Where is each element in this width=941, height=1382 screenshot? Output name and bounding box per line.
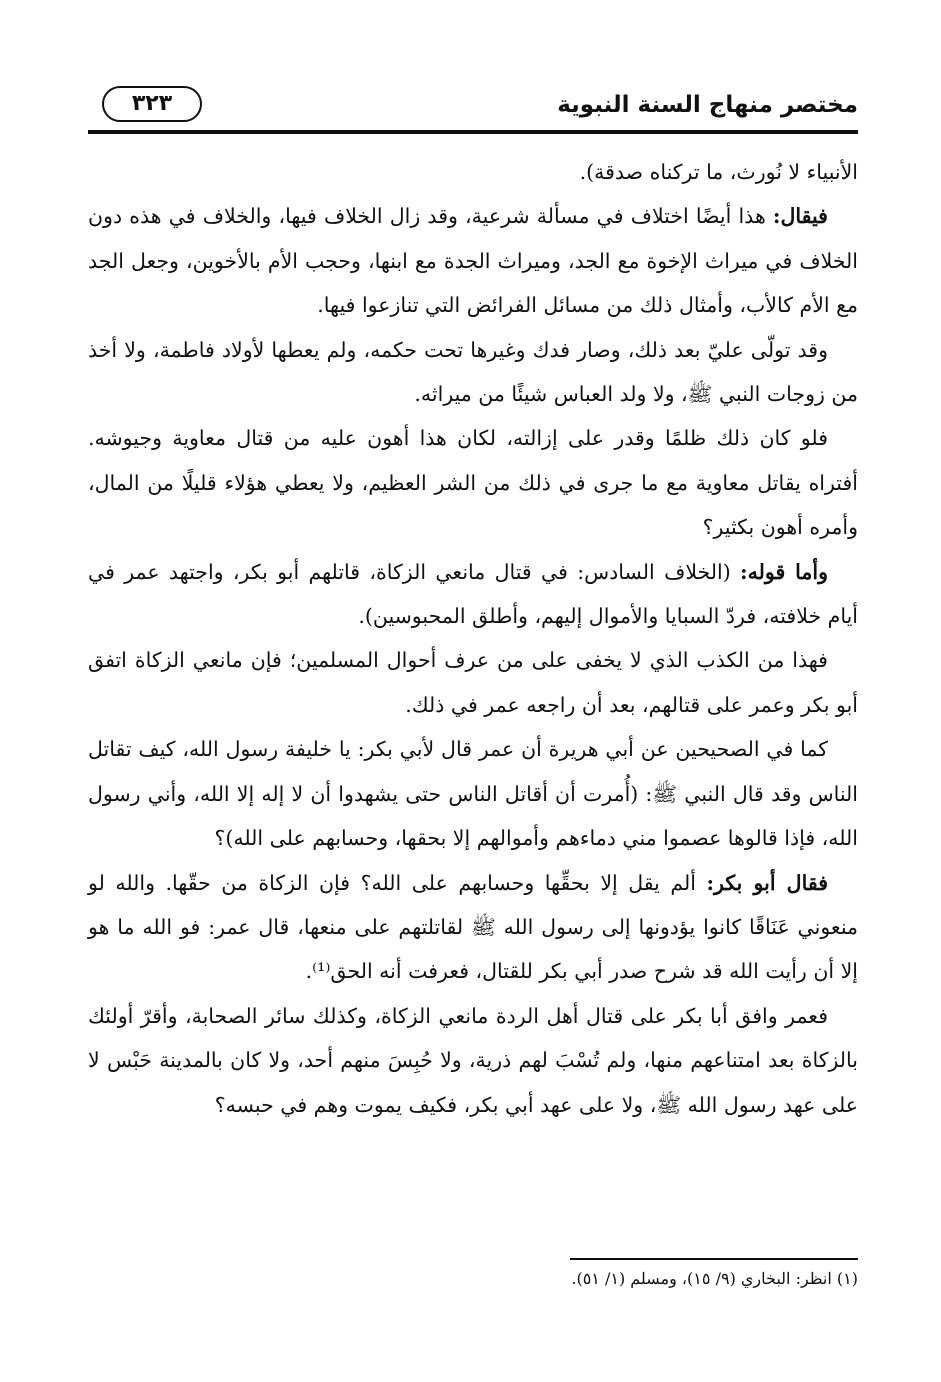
- paragraph-lead: فيقال:: [772, 204, 828, 229]
- footnote-rule: [570, 1258, 858, 1260]
- paragraph: [88, 194, 858, 327]
- footnote: (١) انظر: البخاري (٩/ ١٥)، ومسلم (١/ ٥١).: [571, 1269, 858, 1288]
- paragraph: [88, 638, 858, 727]
- paragraph-text: هذا أيضًا اختلاف في مسألة شرعية، وقد زال الخلاف فيها، والخلاف في هذه دون الخلاف في ميراث الإخوة مع الجد، وميراث الجدة مع ابنها، وحجب الأم بالأخوين، وجعل الجد مع الأم كالأب، وأمثال ذلك من مسائل الفرائض التي تنازعوا فيها.: [88, 204, 858, 318]
- paragraph-text: (الخلاف السادس: في قتال مانعي الزكاة، قاتلهم أبو بكر، واجتهد عمر في أيام خلافته، فردّ السبايا والأموال إليهم، وأطلق المحبوسين).: [88, 559, 858, 629]
- page-number-badge: ٣٢٣: [102, 86, 202, 122]
- page-header: [88, 82, 858, 132]
- paragraph-text: وقد تولّى عليّ بعد ذلك، وصار فدك وغيرها تحت حكمه، ولم يعطها لأولاد فاطمة، ولا أخذ من زوجات النبي ﷺ، ولا ولد العباس شيئًا من ميراثه.: [88, 337, 858, 407]
- running-title: مختصر منهاج السنة النبوية: [557, 92, 858, 118]
- paragraph: [88, 727, 858, 860]
- paragraph-text: كما في الصحيحين عن أبي هريرة أن عمر قال لأبي بكر: يا خليفة رسول الله، كيف تقاتل الناس وقد قال النبي ﷺ: (أُمرت أن أقاتل الناس حتى يشهدوا أن لا إله إلا الله، وأني رسول الله، فإذا قالوها عصموا مني دماءهم وأموالهم إلا بحقها، وحسابهم على الله)؟: [88, 737, 858, 851]
- paragraph-text: الأنبياء لا نُورث، ما تركناه صدقة).: [579, 160, 858, 184]
- paragraph-text: فهذا من الكذب الذي لا يخفى على من عرف أحوال المسلمين؛ فإن مانعي الزكاة اتفق أبو بكر وعمر على قتالهم، بعد أن راجعه عمر في ذلك.: [88, 648, 858, 717]
- paragraph: [88, 550, 858, 639]
- paragraph: [88, 416, 858, 549]
- paragraph-text: ألم يقل إلا بحقِّها وحسابهم على الله؟ فإن الزكاة من حقّها. والله لو منعوني عَنَاقًا كانوا يؤدونها إلى رسول الله ﷺ لقاتلتهم على منعها، قال عمر: فو الله ما هو إلا أن رأيت الله قد شرح صدر أبي بكر للقتال، فعرفت أنه الحق⁽¹⁾.: [88, 870, 858, 984]
- paragraph: [88, 994, 858, 1127]
- body-text: [88, 150, 858, 1127]
- paragraph-lead: وأما قوله:: [740, 559, 828, 584]
- paragraph-lead: فقال أبو بكر:: [706, 870, 828, 895]
- paragraph: [88, 150, 858, 194]
- paragraph-text: فلو كان ذلك ظلمًا وقدر على إزالته، لكان هذا أهون عليه من قتال معاوية وجيوشه. أفتراه يقاتل معاوية مع ما جرى في ذلك من الشر العظيم، ولا يعطي هؤلاء قليلًا من المال، وأمره أهون بكثير؟: [88, 426, 858, 540]
- paragraph: [88, 861, 858, 994]
- paragraph: [88, 328, 858, 417]
- paragraph-text: فعمر وافق أبا بكر على قتال أهل الردة مانعي الزكاة، وكذلك سائر الصحابة، وأقرّ أولئك بالزكاة بعد امتناعهم منها، ولم تُسْبَ لهم ذرية، ولا حُبِسَ منهم أحد، ولا كان بالمدينة حَبْس لا على عهد رسول الله ﷺ، ولا على عهد أبي بكر، فكيف يموت وهم في حبسه؟: [88, 1003, 858, 1117]
- header-rule: [88, 130, 858, 134]
